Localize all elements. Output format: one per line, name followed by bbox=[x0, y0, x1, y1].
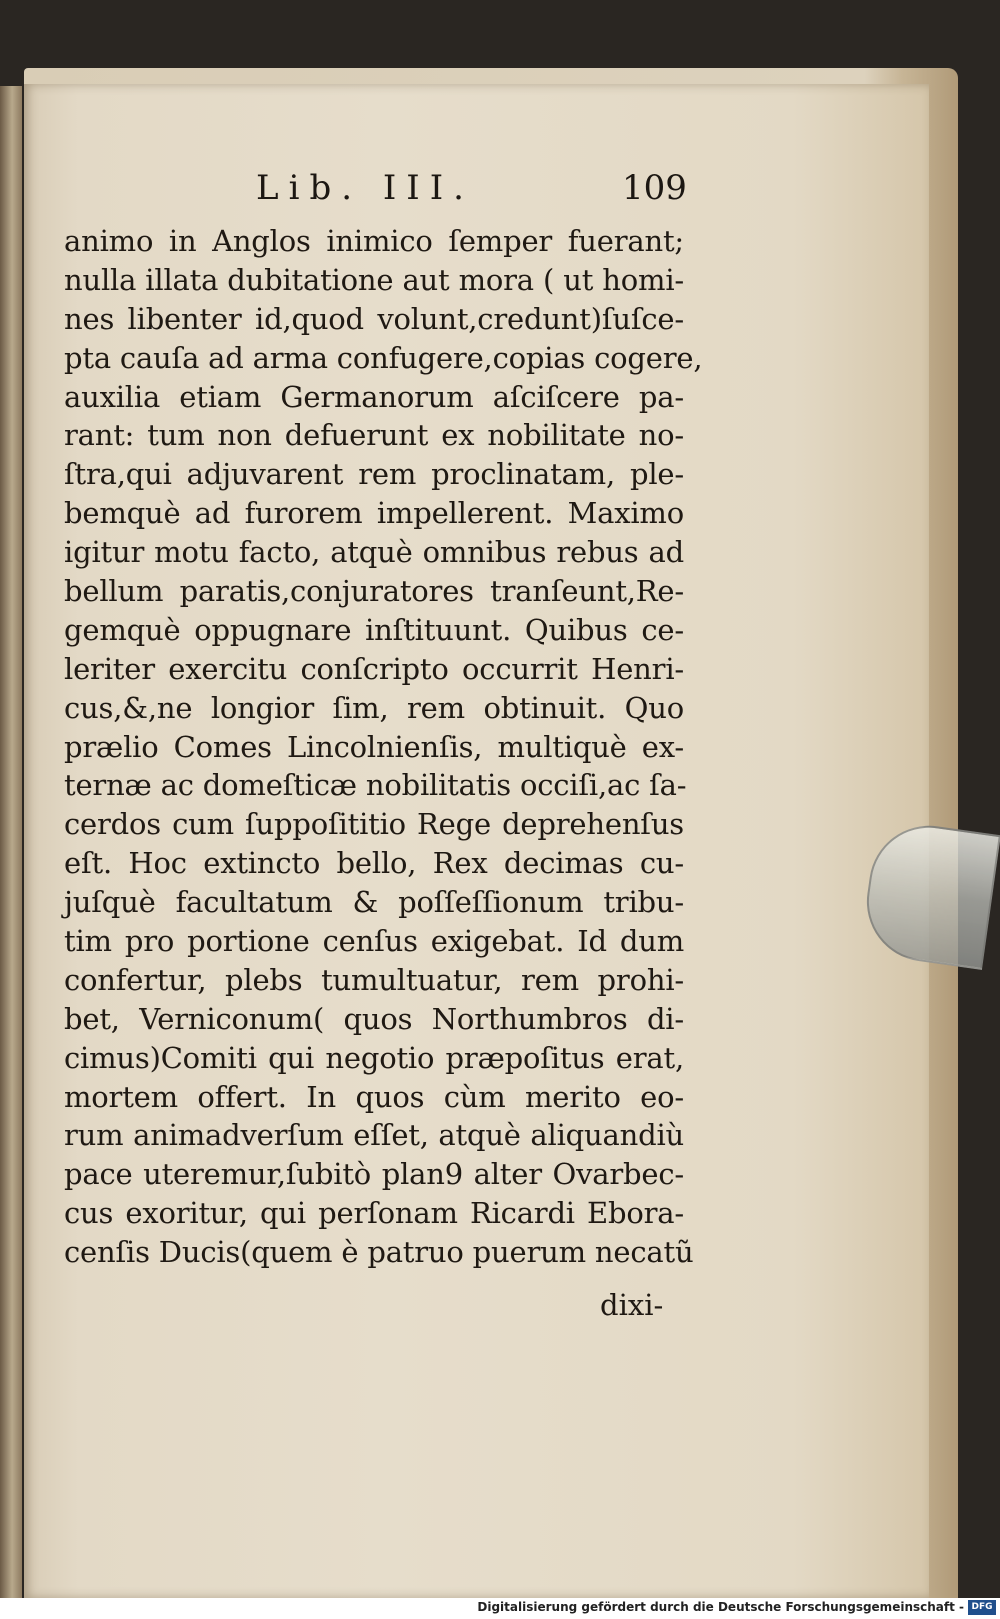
text-line: eſt. Hoc extincto bello, Rex decimas cu- bbox=[64, 846, 684, 881]
facing-page-edge bbox=[0, 86, 22, 1598]
text-line: auxilia etiam Germanorum aſciſcere pa- bbox=[64, 379, 684, 414]
text-line: pta cauſa ad arma confugere,copias cogere, bbox=[64, 340, 703, 375]
text-line: gemquè oppugnare inſtituunt. Quibus ce- bbox=[64, 612, 684, 647]
text-line: rant: tum non defuerunt ex nobilitate no- bbox=[64, 418, 684, 453]
body-text bbox=[64, 222, 703, 1272]
running-head bbox=[24, 168, 929, 218]
text-line: rum animadverſum eſſet, atquè aliquandiù bbox=[64, 1118, 684, 1153]
text-line: confertur, plebs tumultuatur, rem prohi- bbox=[64, 962, 684, 997]
text-line: cerdos cum ſuppoſititio Rege deprehenſus bbox=[64, 807, 684, 842]
dfg-logo: DFG bbox=[968, 1600, 996, 1615]
text-line: bet, Verniconum( quos Northumbros di- bbox=[64, 1001, 684, 1036]
running-title: Lib. III. bbox=[256, 168, 474, 208]
text-line: cimus)Comiti qui negotio præpoſitus erat, bbox=[64, 1040, 684, 1075]
text-line: bellum paratis,conjuratores tranſeunt,Re- bbox=[64, 574, 684, 609]
text-line: nulla illata dubitatione aut mora ( ut homi- bbox=[64, 262, 684, 297]
text-line: cenſis Ducis(quem è patruo puerum necatũ bbox=[64, 1235, 694, 1270]
page-number: 109 bbox=[622, 168, 687, 208]
text-line: juſquè facultatum & poſſeſſionum tribu- bbox=[64, 885, 684, 920]
text-line: pace uteremur,ſubitò plan9 alter Ovarbec- bbox=[64, 1157, 684, 1192]
text-line: igitur motu facto, atquè omnibus rebus ad bbox=[64, 535, 684, 570]
catchword: dixi- bbox=[600, 1288, 664, 1322]
funding-credit: Digitalisierung gefördert durch die Deutsche Forschungsgemeinschaft - bbox=[477, 1600, 964, 1614]
text-line: prælio Comes Lincolnienſis, multiquè ex- bbox=[64, 729, 684, 764]
text-line: leriter exercitu conſcripto occurrit Henri- bbox=[64, 651, 684, 686]
text-line: animo in Anglos inimico ſemper fuerant; bbox=[64, 224, 684, 258]
footer-bar bbox=[0, 1598, 1000, 1619]
text-line: bemquè ad furorem impellerent. Maximo bbox=[64, 496, 684, 531]
text-line: ſtra,qui adjuvarent rem proclinatam, ple- bbox=[64, 457, 684, 492]
text-line: cus,&,ne longior ſim, rem obtinuit. Quo bbox=[64, 690, 684, 725]
text-line: mortem offert. In quos cùm merito eo- bbox=[64, 1079, 684, 1114]
text-line: cus exoritur, qui perſonam Ricardi Ebora- bbox=[64, 1196, 684, 1231]
text-line: tim pro portione cenſus exigebat. Id dum bbox=[64, 924, 684, 959]
text-line: ternæ ac domeſticæ nobilitatis occiſi,ac ſa- bbox=[64, 768, 687, 803]
text-line: nes libenter id,quod volunt,credunt)ſuſce- bbox=[64, 301, 684, 336]
